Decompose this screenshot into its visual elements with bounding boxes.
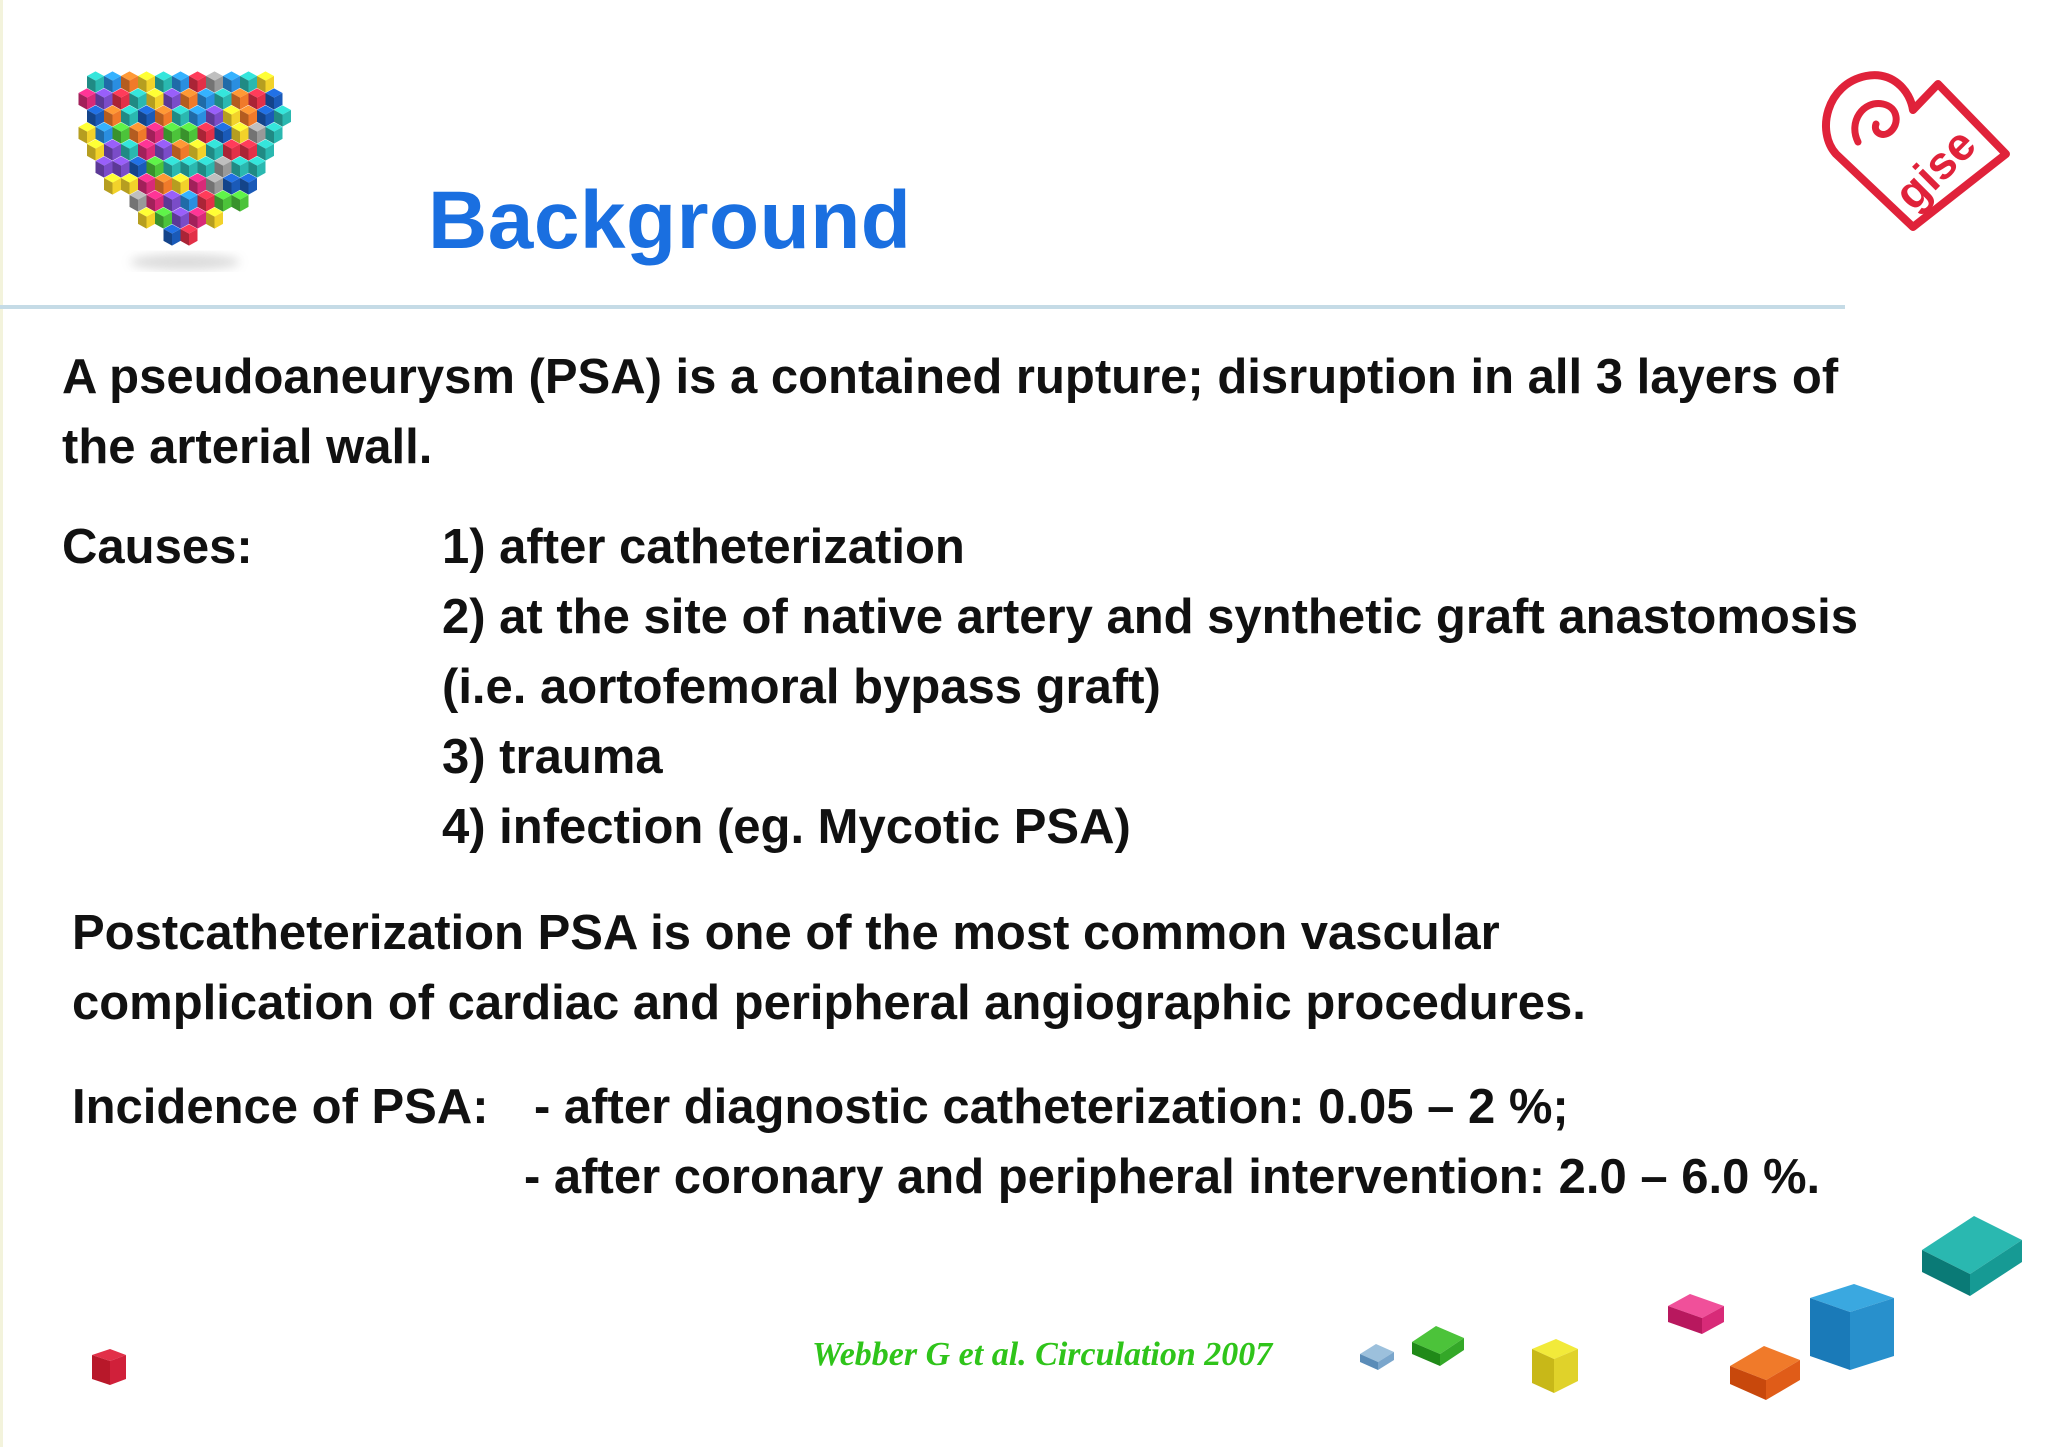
postcath-text <box>72 898 1586 1038</box>
cause-item-3: 3) trauma <box>442 730 663 784</box>
incidence-diagnostic: - after diagnostic catheterization: 0.05 – 2 %; <box>534 1080 1569 1134</box>
teal-cube-icon <box>1916 1210 2028 1302</box>
green-cube-icon <box>1406 1320 1472 1372</box>
causes-label: Causes: <box>62 520 253 574</box>
causes-list <box>442 512 1858 862</box>
blue-small-cube-icon <box>1356 1340 1400 1374</box>
orange-cube-icon <box>1724 1338 1808 1406</box>
title-divider <box>0 305 1845 309</box>
yellow-cube-icon <box>1526 1335 1584 1399</box>
cause-item-4: 4) infection (eg. Mycotic PSA) <box>442 800 1131 854</box>
blue-cube-icon <box>1804 1280 1900 1376</box>
postcath-line-1: Postcatheterization PSA is one of the most common vascular <box>72 906 1500 960</box>
incidence-label: Incidence of PSA: <box>72 1080 489 1134</box>
definition-line-1: A pseudoaneurysm (PSA) is a contained rupture; disruption in all 3 layers of <box>62 350 1839 404</box>
slide-title: Background <box>428 174 912 266</box>
gise-logo-icon <box>1818 62 2018 262</box>
gise-logo-text: gise <box>1883 117 1986 220</box>
cause-item-2-detail: (i.e. aortofemoral bypass graft) <box>442 660 1161 714</box>
cause-item-2: 2) at the site of native artery and synthetic graft anastomosis <box>442 590 1858 644</box>
definition-line-2: the arterial wall. <box>62 420 433 474</box>
citation: Webber G et al. Circulation 2007 <box>812 1336 1273 1373</box>
definition-text <box>62 342 1838 482</box>
red-cube-icon <box>84 1345 134 1391</box>
incidence-intervention: - after coronary and peripheral intervention: 2.0 – 6.0 %. <box>524 1150 1821 1204</box>
slide-left-edge <box>0 0 3 1447</box>
cause-item-1: 1) after catheterization <box>442 520 965 574</box>
postcath-line-2: complication of cardiac and peripheral angiographic procedures. <box>72 976 1586 1030</box>
magenta-cube-icon <box>1664 1290 1730 1342</box>
heart-cubes-logo-icon <box>50 62 300 272</box>
